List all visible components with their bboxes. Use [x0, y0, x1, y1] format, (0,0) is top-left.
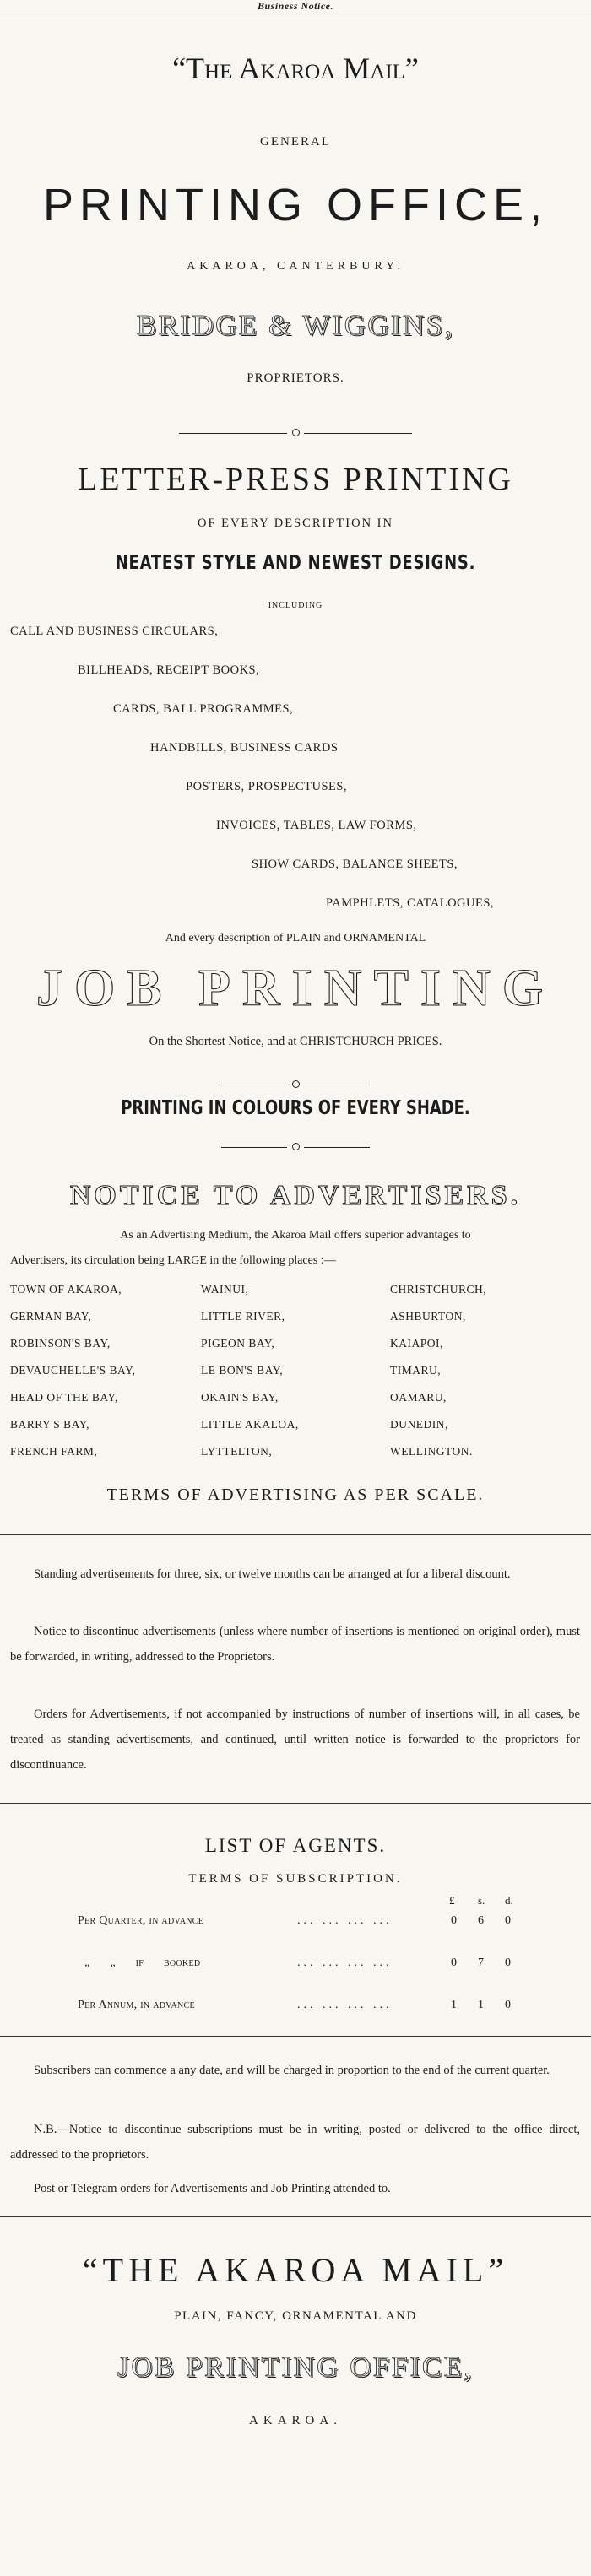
- service-item: POSTERS, PROSPECTUSES,: [186, 780, 348, 793]
- letterpress-heading: LETTER-PRESS PRINTING: [78, 462, 513, 497]
- agents-heading: LIST OF AGENTS.: [204, 1835, 387, 1856]
- orders-text: Orders for Advertisements, if not accompanied by instructions of number of insertions will, in all cases, be treated as standing advertisements, and continued, until written notice is forwarded to the proprietors for discontinuance.: [10, 1707, 580, 1772]
- place-name: LE BON'S BAY,: [201, 1364, 284, 1377]
- footer-office: JOB PRINTING OFFICE,: [117, 2351, 474, 2383]
- commence-paragraph: [10, 2058, 580, 2083]
- col-pounds: £: [449, 1894, 455, 1907]
- rate-dots: ... ... ... ...: [297, 1999, 393, 2011]
- shortest-notice-line: On the Shortest Notice, and at CHRISTCHURCH PRICES.: [149, 1035, 442, 1048]
- rate-value: 1: [478, 1999, 484, 2011]
- ornament-divider: [221, 1139, 370, 1156]
- place-name: WAINUI,: [201, 1283, 249, 1296]
- place-name: LITTLE AKALOA,: [201, 1418, 299, 1431]
- col-shillings: s.: [478, 1894, 485, 1907]
- rate-dots: ... ... ... ...: [297, 1914, 393, 1927]
- advertisers-heading: NOTICE TO ADVERTISERS.: [69, 1180, 522, 1211]
- place-name: TIMARU,: [390, 1364, 442, 1377]
- place-name: ROBINSON'S BAY,: [10, 1337, 111, 1350]
- subscription-terms: TERMS OF SUBSCRIPTION.: [188, 1872, 403, 1886]
- service-item: BILLHEADS, RECEIPT BOOKS,: [78, 663, 260, 677]
- section-rule: [0, 1803, 591, 1804]
- every-description-line: OF EVERY DESCRIPTION IN: [198, 517, 393, 530]
- rate-dots: ... ... ... ...: [297, 1956, 393, 1969]
- rate-value: 0: [505, 1956, 511, 1969]
- job-printing-title: JOB PRINTING: [35, 960, 556, 1017]
- col-pence: d.: [505, 1894, 513, 1907]
- discontinue-paragraph: [10, 1619, 580, 1670]
- paper-name: “The Akaroa Mail”: [172, 51, 419, 85]
- place-name: TOWN OF AKAROA,: [10, 1283, 122, 1296]
- every-description-plain: And every description of PLAIN and ORNAMENTAL: [165, 932, 426, 944]
- orders-paragraph: [10, 1702, 580, 1778]
- printing-office-title: PRINTING OFFICE,: [43, 180, 548, 230]
- place-name: HEAD OF THE BAY,: [10, 1391, 118, 1404]
- place-name: PIGEON BAY,: [201, 1337, 275, 1350]
- section-rule: [0, 1534, 591, 1535]
- place-name: CHRISTCHURCH,: [390, 1283, 487, 1296]
- page-header: Business Notice.: [257, 0, 333, 12]
- place-name: OKAIN'S BAY,: [201, 1391, 279, 1404]
- rate-value: 6: [478, 1914, 484, 1927]
- neatest-style-line: NEATEST STYLE AND NEWEST DESIGNS.: [115, 552, 476, 574]
- service-item: SHOW CARDS, BALANCE SHEETS,: [252, 858, 458, 871]
- place-name: LYTTELTON,: [201, 1445, 273, 1458]
- service-item: INVOICES, TABLES, LAW FORMS,: [216, 819, 417, 832]
- rate-value: 0: [505, 1914, 511, 1927]
- rate-value: 0: [451, 1956, 457, 1969]
- post-paragraph: [10, 2176, 580, 2201]
- standing-paragraph: [10, 1561, 580, 1587]
- place-name: FRENCH FARM,: [10, 1445, 98, 1458]
- place-name: OAMARU,: [390, 1391, 447, 1404]
- rate-value: 0: [451, 1914, 457, 1927]
- rate-value: 7: [478, 1956, 484, 1969]
- footer-plain-fancy: PLAIN, FANCY, ORNAMENTAL AND: [174, 2309, 417, 2323]
- general-label: GENERAL: [260, 135, 331, 149]
- nb-text: N.B.—Notice to discontinue subscriptions must be in writing, posted or delivered to the office direct, addressed to the proprietors.: [10, 2123, 580, 2162]
- place-name: KAIAPOI,: [390, 1337, 443, 1350]
- rate-label: „ „ if booked: [84, 1956, 201, 1969]
- ornament-divider: [221, 1077, 370, 1094]
- commence-text: Subscribers can commence a any date, and will be charged in proportion to the end of the current quarter.: [34, 2064, 550, 2077]
- post-text: Post or Telegram orders for Advertisements and Job Printing attended to.: [34, 2182, 391, 2195]
- service-item: HANDBILLS, BUSINESS CARDS: [150, 741, 339, 755]
- ornament-divider: [179, 425, 412, 442]
- firm-name: BRIDGE & WIGGINS,: [136, 310, 455, 341]
- place-name: DEVAUCHELLE'S BAY,: [10, 1364, 136, 1377]
- place-name: BARRY'S BAY,: [10, 1418, 89, 1431]
- rate-label: Per Quarter, in advance: [78, 1914, 204, 1927]
- including-label: INCLUDING: [268, 601, 323, 610]
- rate-value: 0: [505, 1999, 511, 2011]
- footer-place: AKAROA.: [249, 2414, 342, 2427]
- service-item: CALL AND BUSINESS CIRCULARS,: [10, 625, 219, 638]
- place-name: WELLINGTON.: [390, 1445, 473, 1458]
- advertisers-intro-a: As an Advertising Medium, the Akaroa Mail offers superior advantages to: [120, 1229, 471, 1242]
- nb-paragraph: [10, 2117, 580, 2167]
- place-name: GERMAN BAY,: [10, 1310, 92, 1323]
- advertisers-intro-b: Advertisers, its circulation being LARGE in the following places :—: [10, 1254, 336, 1267]
- section-rule: [0, 2216, 591, 2217]
- colours-line: PRINTING IN COLOURS OF EVERY SHADE.: [121, 1097, 470, 1119]
- rate-value: 1: [451, 1999, 457, 2011]
- place-name: ASHBURTON,: [390, 1310, 466, 1323]
- section-rule: [0, 2036, 591, 2037]
- rate-label: Per Annum, in advance: [78, 1999, 195, 2011]
- place-line: AKAROA, CANTERBURY.: [187, 260, 404, 273]
- footer-paper-name: “THE AKAROA MAIL”: [82, 2251, 509, 2289]
- service-item: CARDS, BALL PROGRAMMES,: [113, 702, 294, 716]
- service-item: PAMPHLETS, CATALOGUES,: [326, 896, 495, 910]
- terms-of-advertising: TERMS OF ADVERTISING AS PER SCALE.: [106, 1486, 485, 1504]
- standing-text: Standing advertisements for three, six, or twelve months can be arranged at for a liberal discount.: [34, 1567, 511, 1581]
- place-name: DUNEDIN,: [390, 1418, 448, 1431]
- place-name: LITTLE RIVER,: [201, 1310, 285, 1323]
- proprietors-label: PROPRIETORS.: [247, 371, 344, 385]
- discontinue-text: Notice to discontinue advertisements (unless where number of insertions is mentioned on original order), must be forwarded, in writing, addressed to the Proprietors.: [10, 1625, 580, 1664]
